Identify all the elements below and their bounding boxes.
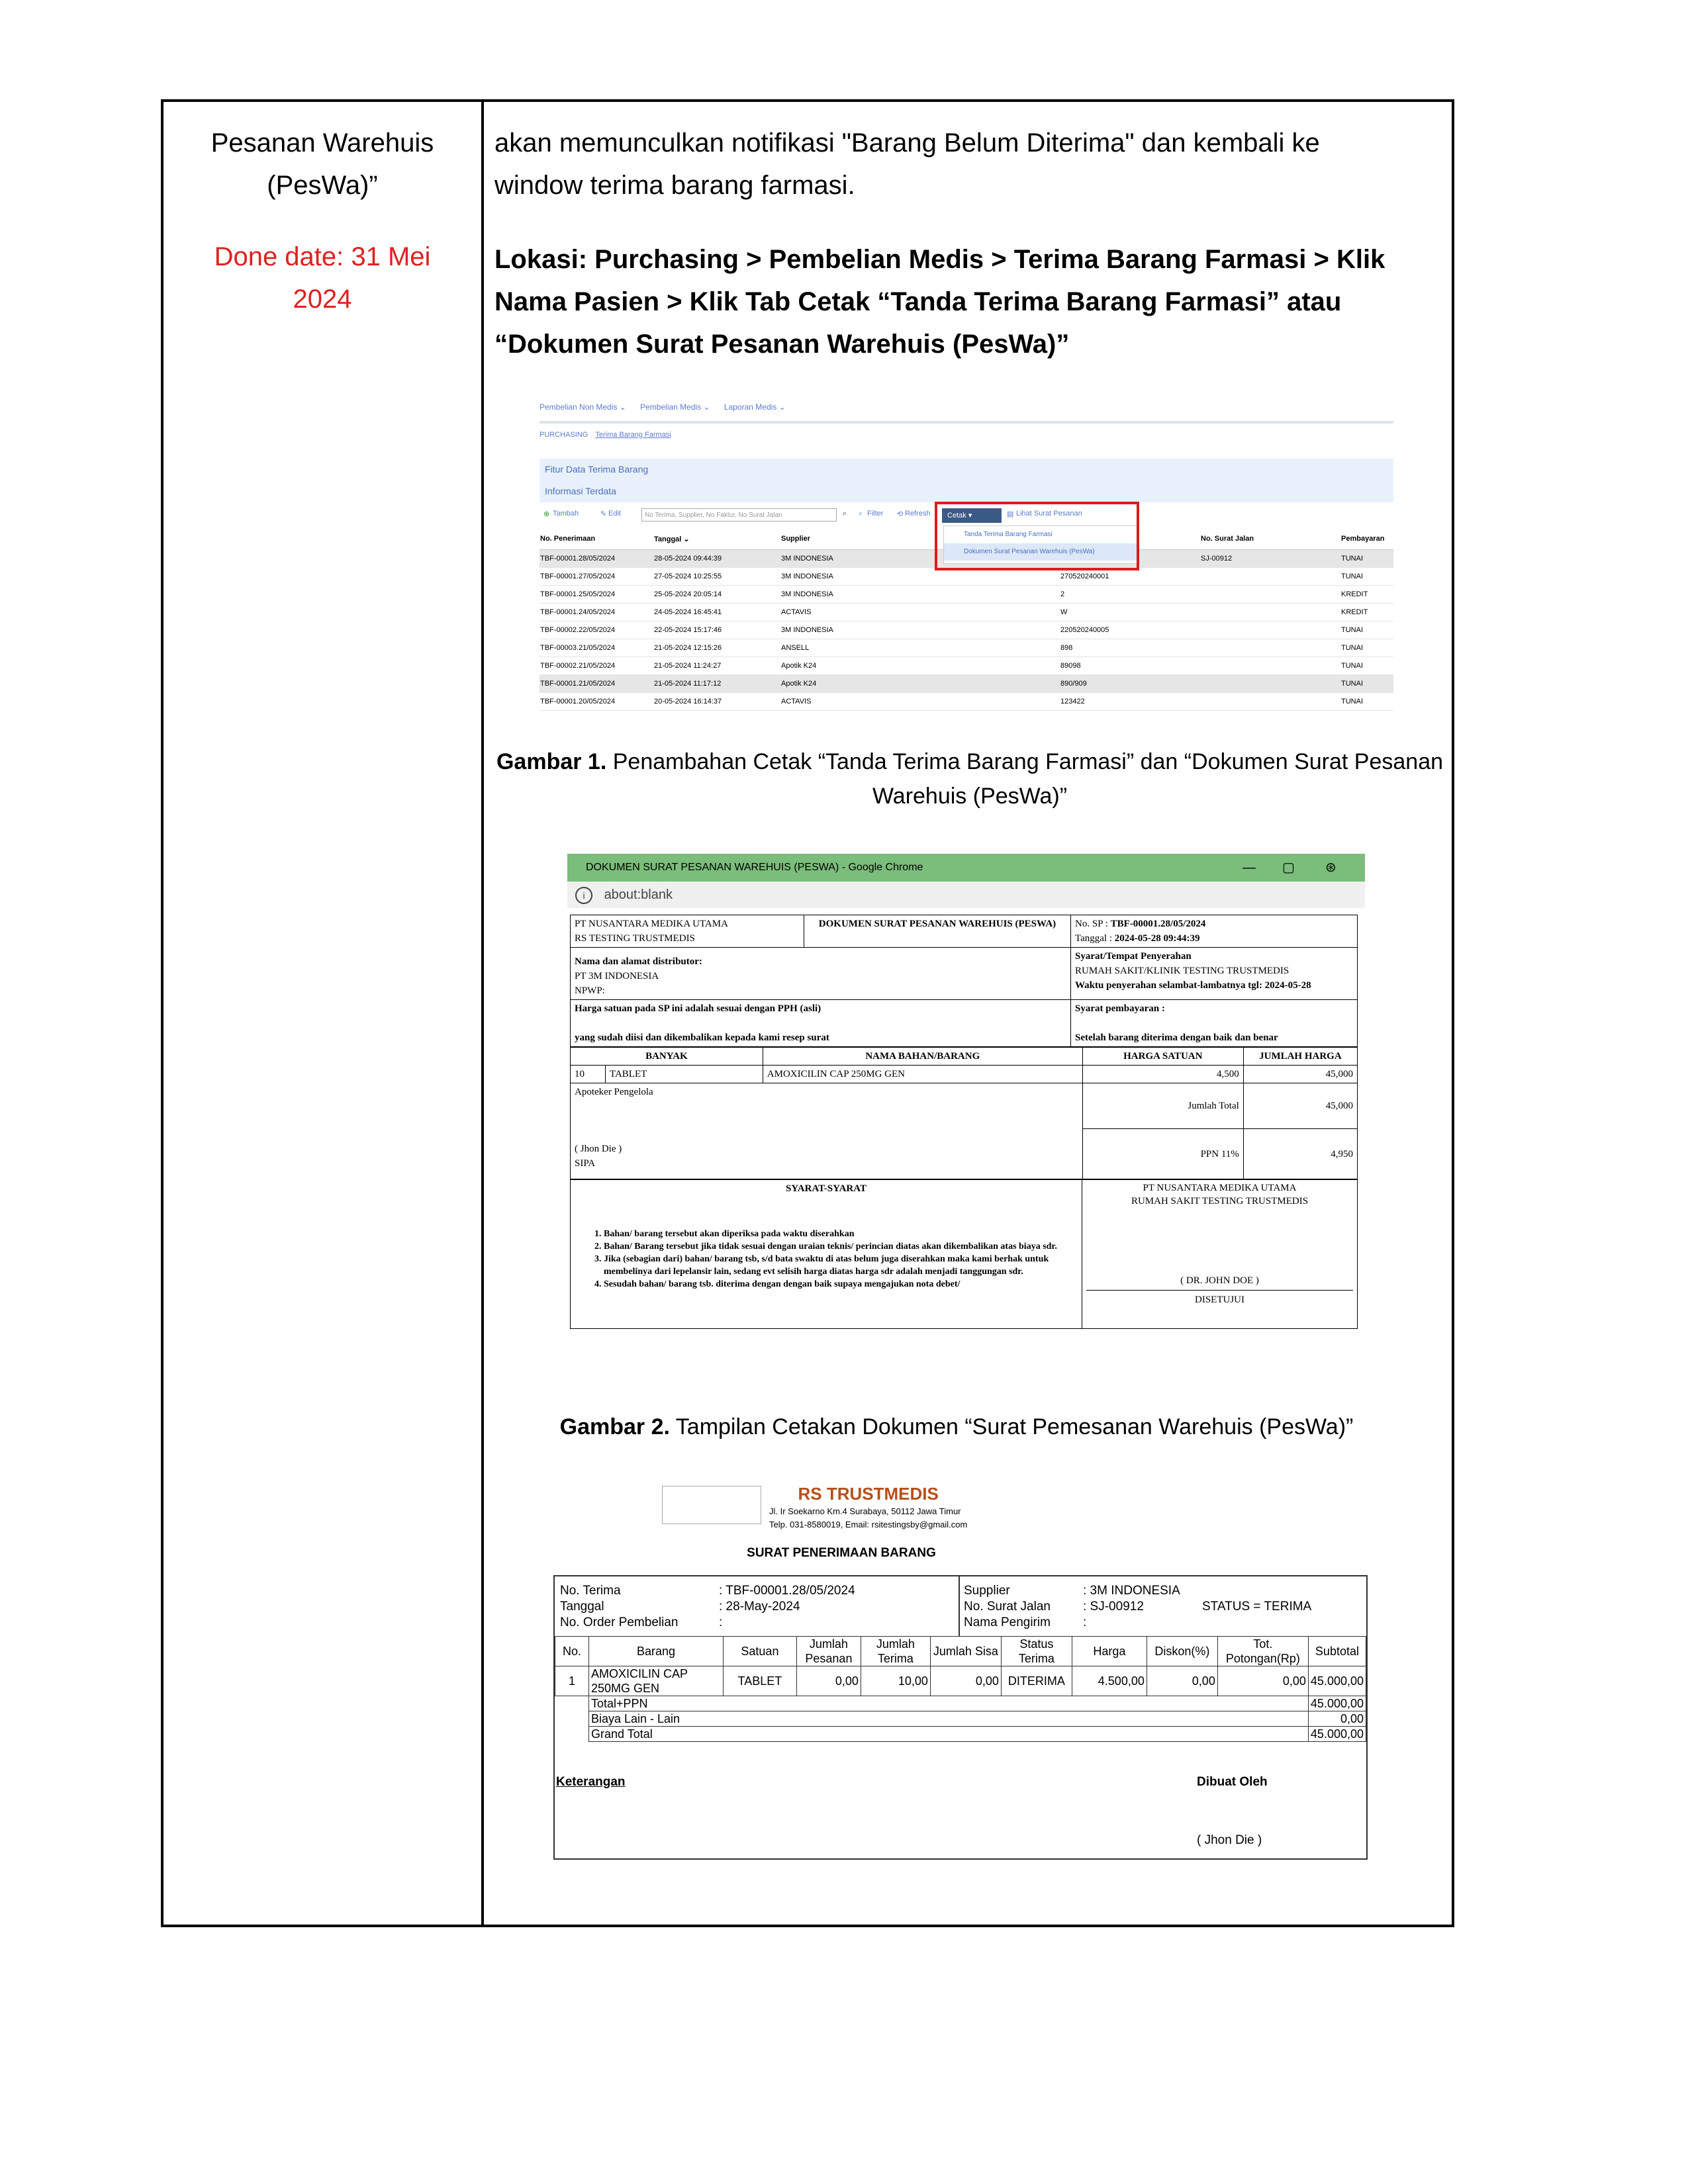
cell: TBF-00001.28/05/2024	[539, 550, 653, 568]
syarat-item: 1. Bahan/ barang tersebut akan diperiksa pada waktu diserahkan	[604, 1228, 1078, 1240]
cell	[1200, 586, 1340, 604]
sign-name: ( DR. JOHN DOE )	[1180, 1275, 1259, 1286]
breadcrumb-root: PURCHASING	[539, 431, 588, 439]
caption1-text2: Warehuis (PesWa)”	[872, 784, 1068, 809]
disetujui-label: DISETUJUI	[1086, 1290, 1353, 1306]
tanggal-label: Tanggal	[560, 1600, 604, 1614]
browser-titlebar	[567, 854, 1365, 882]
peswa-document	[570, 915, 1358, 1329]
col-no: No.	[555, 1637, 589, 1666]
cell: 3M INDONESIA	[780, 550, 1060, 568]
item-name: AMOXICILIN CAP 250MG GEN	[763, 1066, 1082, 1083]
apoteker-label: Apoteker Pengelola	[575, 1087, 653, 1097]
ppn-label: PPN 11%	[1082, 1129, 1243, 1179]
col-banyak: BANYAK	[571, 1048, 763, 1066]
cell: 270520240001	[1060, 568, 1200, 586]
jumlah-total-value: 45,000	[1243, 1083, 1357, 1129]
pengirim-value: :	[1083, 1615, 1087, 1629]
menu-item-dokumen-peswa[interactable]: Dokumen Surat Pesanan Warehuis (PesWa)	[944, 543, 1137, 561]
location-line2: Nama Pasien > Klik Tab Cetak “Tanda Terima Barang Farmasi” atau	[494, 287, 1342, 316]
total-ppn-label: Total+PPN	[588, 1696, 1308, 1711]
pengirim-label: Nama Pengirim	[964, 1615, 1051, 1629]
chevron-down-icon: ▾	[968, 512, 972, 520]
table-row[interactable]	[539, 693, 1393, 711]
cell: TUNAI	[1340, 568, 1393, 586]
feature-name-line1: Pesanan Warehuis	[211, 128, 434, 158]
receipt-info-left	[560, 1583, 855, 1631]
resep-note: yang sudah diisi dan dikembalikan kepada kami resep surat	[575, 1032, 829, 1043]
supplier-value: : 3M INDONESIA	[1083, 1584, 1180, 1598]
table-row[interactable]	[539, 657, 1393, 675]
address-bar	[567, 882, 1365, 908]
cell: 21-05-2024 11:17:12	[653, 675, 780, 693]
document-title: DOKUMEN SURAT PESANAN WAREHUIS (PESWA)	[804, 915, 1071, 948]
cell: ACTAVIS	[780, 693, 1060, 711]
plus-icon: ⊕	[543, 510, 550, 518]
receipt-info-right	[964, 1583, 1311, 1631]
col-harga-satuan: HARGA SATUAN	[1082, 1048, 1243, 1066]
harga-note: Harga satuan pada SP ini adalah sesuai dengan PPH (asli)	[575, 1003, 821, 1014]
col-jumlah-sisa: Jumlah Sisa	[930, 1637, 1001, 1666]
cell: 21-05-2024 11:24:27	[653, 657, 780, 675]
cell	[1200, 639, 1340, 657]
info-icon[interactable]: i	[575, 887, 592, 904]
breadcrumb-link[interactable]: Terima Barang Farmasi	[595, 431, 671, 439]
col-status-terima: Status Terima	[1001, 1637, 1072, 1666]
filter-button[interactable]: Filter	[867, 510, 884, 518]
biaya-lain-label: Biaya Lain - Lain	[588, 1711, 1308, 1727]
cell: 3M INDONESIA	[780, 586, 1060, 604]
edit-icon: ✎	[600, 510, 607, 518]
row-subtotal: 45.000,00	[1308, 1666, 1366, 1696]
no-sp-label: No. SP :	[1075, 919, 1111, 929]
biaya-lain-value: 0,00	[1308, 1711, 1366, 1727]
item-total: 45,000	[1243, 1066, 1357, 1083]
supplier-label: Supplier	[964, 1584, 1010, 1598]
cell: KREDIT	[1340, 604, 1393, 621]
figure2-screenshot	[567, 854, 1365, 1371]
caption2-label: Gambar 2.	[559, 1414, 670, 1439]
col-no-penerimaan[interactable]: No. Penerimaan	[539, 528, 653, 550]
figure3-document	[547, 1482, 1374, 1866]
cell: TUNAI	[1340, 693, 1393, 711]
refresh-icon: ⟲	[897, 510, 904, 518]
cell: TBF-00001.21/05/2024	[539, 675, 653, 693]
cell	[1200, 621, 1340, 639]
col-supplier[interactable]: Supplier	[780, 528, 1060, 550]
column-divider	[481, 102, 484, 1925]
cell: TBF-00003.21/05/2024	[539, 639, 653, 657]
col-subtotal: Subtotal	[1308, 1637, 1366, 1666]
feature-name-line2: (PesWa)”	[267, 171, 378, 200]
done-date-line1: Done date: 31 Mei	[214, 242, 431, 271]
tambah-button[interactable]: Tambah	[553, 510, 579, 518]
row-barang: AMOXICILIN CAP 250MG GEN	[588, 1666, 723, 1696]
cell: TBF-00001.20/05/2024	[539, 693, 653, 711]
sign-company: PT NUSANTARA MEDIKA UTAMA	[1143, 1183, 1297, 1193]
org-header	[769, 1482, 967, 1531]
row-harga: 4.500,00	[1072, 1666, 1147, 1696]
col-jumlah-harga: JUMLAH HARGA	[1243, 1048, 1357, 1066]
syarat-item: 2. Bahan/ Barang tersebut jika tidak sesuai dengan uraian teknis/ perincian diatas akan dikembalikan atas biaya sdr.	[604, 1240, 1078, 1253]
col-harga: Harga	[1072, 1637, 1147, 1666]
lihat-surat-button[interactable]: Lihat Surat Pesanan	[1016, 510, 1082, 518]
cell: ACTAVIS	[780, 604, 1060, 621]
sj-value: : SJ-00912	[1083, 1600, 1144, 1614]
search-input[interactable]: No Terima, Supplier, No Faktur, No Surat Jalan	[641, 508, 837, 522]
no-terima-label: No. Terima	[560, 1584, 621, 1598]
cell: TBF-00001.25/05/2024	[539, 586, 653, 604]
org-contact: Telp. 031-8580019, Email: rsitestingsby@gmail.com	[769, 1520, 968, 1529]
order-value: :	[719, 1615, 723, 1629]
sign-hospital: RUMAH SAKIT TESTING TRUSTMEDIS	[1131, 1196, 1309, 1206]
cell: 21-05-2024 12:15:26	[653, 639, 780, 657]
dibuat-oleh-label: Dibuat Oleh	[1197, 1775, 1268, 1789]
cell: 24-05-2024 16:45:41	[653, 604, 780, 621]
nav-laporan-medis[interactable]: Laporan Medis ⌄	[724, 402, 786, 412]
cell: TUNAI	[1340, 675, 1393, 693]
syarat-item: 4. Sesudah bahan/ barang tsb. diterima dengan dengan baik supaya mengajukan nota debet/	[604, 1278, 1078, 1291]
no-terima-value: : TBF-00001.28/05/2024	[719, 1584, 855, 1598]
cell	[1200, 693, 1340, 711]
menu-item-tanda-terima[interactable]: Tanda Terima Barang Farmasi	[964, 531, 1053, 538]
org-address: Jl. Ir Soekarno Km.4 Surabaya, 50112 Jawa Timur	[769, 1506, 961, 1516]
npwp: NPWP:	[575, 985, 605, 996]
col-diskon: Diskon(%)	[1147, 1637, 1217, 1666]
syarat-title: SYARAT-SYARAT	[786, 1183, 867, 1194]
hospital-name: RS TESTING TRUSTMEDIS	[575, 933, 695, 944]
caption1-text1: Penambahan Cetak “Tanda Terima Barang Farmasi” dan “Dokumen Surat Pesanan	[606, 749, 1444, 774]
caption2-text: Tampilan Cetakan Dokumen “Surat Pemesanan Warehuis (PesWa)”	[669, 1414, 1354, 1439]
figure1-caption	[493, 745, 1446, 813]
cetak-label: Cetak	[947, 512, 966, 520]
row-diskon: 0,00	[1147, 1666, 1217, 1696]
minimize-icon[interactable]: —	[1243, 860, 1256, 875]
company-name: PT NUSANTARA MEDIKA UTAMA	[575, 919, 728, 929]
location-line1: Lokasi: Purchasing > Pembelian Medis > Terima Barang Farmasi > Klik	[494, 245, 1385, 274]
syarat-list	[575, 1228, 1078, 1291]
order-label: No. Order Pembelian	[560, 1615, 679, 1629]
cell: 28-05-2024 09:44:39	[653, 550, 780, 568]
cell: Apotik K24	[780, 657, 1060, 675]
window-title: DOKUMEN SURAT PESANAN WAREHUIS (PESWA) - Google Chrome	[586, 862, 923, 873]
cell: 89098	[1060, 657, 1200, 675]
cell: SJ-00912	[1200, 550, 1340, 568]
waktu-penyerahan: Waktu penyerahan selambat-lambatnya tgl: 2024-05-28	[1075, 980, 1311, 991]
cell: 20-05-2024 16:14:37	[653, 693, 780, 711]
col-satuan: Satuan	[723, 1637, 796, 1666]
broken-logo-image	[662, 1486, 761, 1524]
col-tanggal[interactable]: Tanggal ⌄	[653, 528, 780, 550]
table-row[interactable]	[539, 639, 1393, 657]
tanggal-value: : 28-May-2024	[719, 1600, 800, 1614]
sipa-label: SIPA	[575, 1158, 596, 1169]
cell: W	[1060, 604, 1200, 621]
cell: 123422	[1060, 693, 1200, 711]
col-nama-barang: NAMA BAHAN/BARANG	[763, 1048, 1082, 1066]
cell	[1200, 657, 1340, 675]
caption1-label: Gambar 1.	[496, 749, 607, 774]
peswa-header-table	[570, 915, 1358, 1047]
filter-icon: ⌕	[859, 510, 863, 518]
table-row[interactable]	[539, 621, 1393, 639]
col-barang: Barang	[588, 1637, 723, 1666]
row-potongan: 0,00	[1217, 1666, 1308, 1696]
distributor-label: Nama dan alamat distributor:	[575, 956, 702, 967]
header-divider	[959, 1576, 960, 1636]
cell: TUNAI	[1340, 550, 1393, 568]
grand-total-label: Grand Total	[588, 1727, 1308, 1742]
cell	[1200, 604, 1340, 621]
total-ppn-value: 45.000,00	[1308, 1696, 1366, 1711]
row-no: 1	[555, 1666, 589, 1696]
tanggal-value: 2024-05-28 09:44:39	[1114, 933, 1200, 944]
tanggal-label: Tanggal :	[1075, 933, 1115, 944]
cell: 220520240005	[1060, 621, 1200, 639]
panel-subtitle: Informasi Terdata	[545, 486, 616, 496]
cell: TUNAI	[1340, 657, 1393, 675]
cell	[1200, 568, 1340, 586]
tempat-penyerahan: RUMAH SAKIT/KLINIK TESTING TRUSTMEDIS	[1075, 966, 1289, 976]
syarat-bayar-label: Syarat pembayaran :	[1075, 1003, 1165, 1014]
document-icon: ▤	[1007, 510, 1014, 518]
syarat-item: 3. Jika (sebagian dari) bahan/ barang tsb, s/d bata swaktu di atas belum juga diserahkan maka kami berhak untuk membelinya dari lepelansir lain, sedang evt selisih harga diatas harga sdr adalah menjadi tanggungan sdr.	[604, 1253, 1078, 1278]
keterangan-label: Keterangan	[556, 1775, 626, 1789]
refresh-button[interactable]: Refresh	[905, 510, 931, 518]
cell: 22-05-2024 15:17:46	[653, 621, 780, 639]
table-row[interactable]	[539, 586, 1393, 604]
nav-pembelian-medis[interactable]: Pembelian Medis ⌄	[640, 402, 710, 412]
cell: 25-05-2024 20:05:14	[653, 586, 780, 604]
top-nav	[539, 402, 798, 412]
org-name: RS TRUSTMEDIS	[798, 1484, 939, 1504]
cell: TBF-00002.22/05/2024	[539, 621, 653, 639]
highlight-box	[935, 502, 1139, 570]
col-jumlah-terima: Jumlah Terima	[861, 1637, 930, 1666]
nav-pembelian-non-medis[interactable]: Pembelian Non Medis ⌄	[539, 402, 626, 412]
cell: TBF-00001.27/05/2024	[539, 568, 653, 586]
cell: TUNAI	[1340, 621, 1393, 639]
search-icon[interactable]: ⌕	[843, 510, 847, 518]
row-satuan: TABLET	[723, 1666, 796, 1696]
syarat-bayar-value: Setelah barang diterima dengan baik dan benar	[1075, 1032, 1278, 1043]
feature-panel	[539, 459, 1393, 502]
table-row[interactable]	[539, 675, 1393, 693]
jumlah-total-label: Jumlah Total	[1082, 1083, 1243, 1129]
col-jumlah-pesanan: Jumlah Pesanan	[796, 1637, 861, 1666]
col-potongan: Tot. Potongan(Rp)	[1217, 1637, 1308, 1666]
row-jumlah-pesanan: 0,00	[796, 1666, 861, 1696]
signer-name: ( Jhon Die )	[1197, 1833, 1262, 1847]
cell: 27-05-2024 10:25:55	[653, 568, 780, 586]
left-column	[164, 122, 481, 320]
row-jumlah-sisa: 0,00	[930, 1666, 1001, 1696]
item-price: 4,500	[1082, 1066, 1243, 1083]
nav-bar	[539, 421, 1393, 424]
cell: 2	[1060, 586, 1200, 604]
done-date-line2: 2024	[293, 285, 352, 314]
receipt-items-table	[555, 1636, 1366, 1742]
sj-label: No. Surat Jalan	[964, 1600, 1051, 1614]
cell	[1200, 675, 1340, 693]
cell: KREDIT	[1340, 586, 1393, 604]
cell: 898	[1060, 639, 1200, 657]
cell: TBF-00001.24/05/2024	[539, 604, 653, 621]
cell: 3M INDONESIA	[780, 621, 1060, 639]
figure1-screenshot	[539, 396, 1393, 707]
table-row	[555, 1666, 1366, 1696]
edit-button[interactable]: Edit	[608, 510, 621, 518]
description-line1: akan memunculkan notifikasi "Barang Belum Diterima" dan kembali ke	[494, 128, 1320, 158]
apoteker-name: ( Jhon Die )	[575, 1144, 622, 1154]
cell: TBF-00002.21/05/2024	[539, 657, 653, 675]
cell: 3M INDONESIA	[780, 568, 1060, 586]
cell: TUNAI	[1340, 639, 1393, 657]
peswa-items-table	[570, 1047, 1358, 1179]
extension-icon[interactable]: ⊛	[1325, 860, 1336, 875]
cell: ANSELL	[780, 639, 1060, 657]
figure2-caption	[480, 1410, 1433, 1444]
distributor-name: PT 3M INDONESIA	[575, 971, 659, 981]
syarat-table	[570, 1179, 1358, 1329]
syarat-tempat-label: Syarat/Tempat Penyerahan	[1075, 951, 1192, 962]
ppn-value: 4,950	[1243, 1129, 1357, 1179]
col-no-surat-jalan[interactable]: No. Surat Jalan	[1200, 528, 1340, 550]
row-jumlah-terima: 10,00	[861, 1666, 930, 1696]
location-line3: “Dokumen Surat Pesanan Warehuis (PesWa)”	[494, 330, 1070, 359]
address-text[interactable]: about:blank	[604, 887, 673, 902]
row-status: DITERIMA	[1001, 1666, 1072, 1696]
item-unit: TABLET	[606, 1066, 763, 1083]
description-line2: window terima barang farmasi.	[494, 171, 855, 200]
item-qty: 10	[571, 1066, 606, 1083]
breadcrumb	[539, 431, 671, 439]
maximize-icon[interactable]: ▢	[1282, 860, 1295, 875]
cell: 890/909	[1060, 675, 1200, 693]
panel-title: Fitur Data Terima Barang	[545, 464, 649, 475]
status-value: STATUS = TERIMA	[1202, 1600, 1312, 1614]
col-pembayaran[interactable]: Pembayaran	[1340, 528, 1393, 550]
right-column	[494, 122, 1441, 365]
receipt-box	[553, 1575, 1368, 1860]
no-sp-value: TBF-00001.28/05/2024	[1110, 919, 1206, 929]
cell: Apotik K24	[780, 675, 1060, 693]
document-title: SURAT PENERIMAAN BARANG	[747, 1546, 936, 1560]
table-row[interactable]	[539, 604, 1393, 621]
grand-total-value: 45.000,00	[1308, 1727, 1366, 1742]
